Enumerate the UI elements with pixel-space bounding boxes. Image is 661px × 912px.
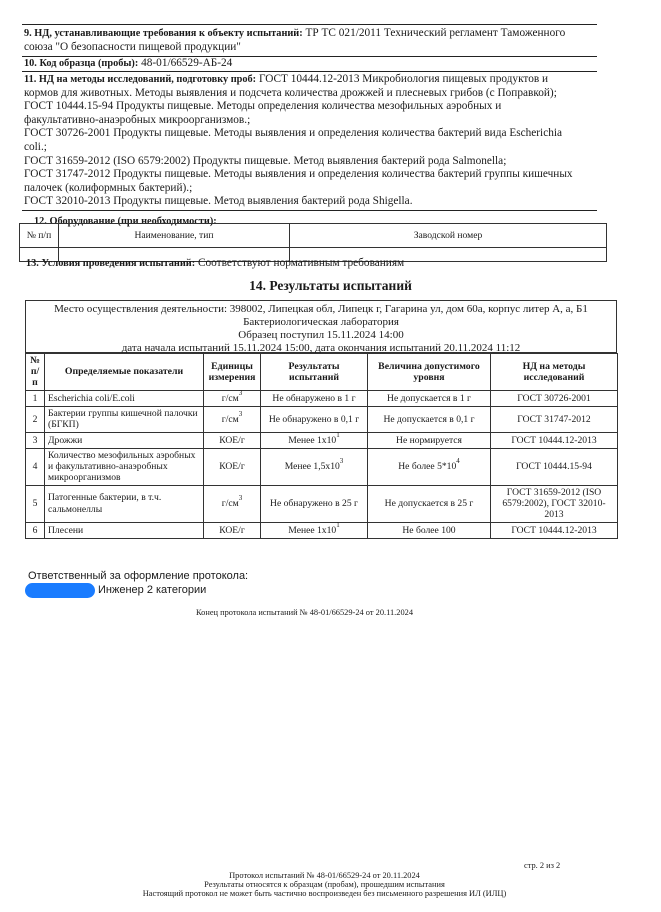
row-num: 6 [26, 522, 45, 538]
section-9-cont: союза "О безопасности пищевой продукции" [24, 41, 241, 53]
section-10 [24, 57, 232, 71]
row-indicator: Escherichia coli/E.coli [45, 390, 204, 406]
method-line: ГОСТ 10444.15-94 Продукты пищевые. Методы определения количества мезофильных аэробных и [24, 100, 502, 113]
test-place: Место осуществления деятельности: 398002, Липецкая обл, Липецк г, Гагарина ул, дом 60а, корпус литер А, а, Б1 [54, 303, 588, 315]
section-13-value: Соответствуют нормативным требованиям [195, 257, 405, 269]
table-row [26, 432, 618, 448]
responsible-label: Ответственный за оформление протокола: [28, 570, 249, 582]
row-num: 5 [26, 485, 45, 522]
table-row [26, 406, 618, 432]
section-13-label: 13. Условия проведения испытаний: [26, 258, 196, 269]
table-row [26, 522, 618, 538]
row-result: Менее $1,5x10^3$ [261, 448, 368, 485]
row-limit: Не допускается в 0,1 г [368, 406, 491, 432]
row-unit: КОЕ/г [204, 522, 261, 538]
row-method: ГОСТ 10444.12-2013 [491, 432, 618, 448]
row-result: Не обнаружено в 25 г [261, 485, 368, 522]
section-10-value: 48-01/66529-АБ-24 [138, 57, 233, 69]
row-result: Не обнаружено в 0,1 г [261, 406, 368, 432]
test-info-box [25, 300, 617, 353]
lab-name: Бактериологическая лаборатория [243, 316, 399, 328]
section-11 [24, 73, 573, 209]
test-dates: дата начала испытаний 15.11.2024 15:00, дата окончания испытаний 20.11.2024 11:12 [121, 342, 521, 354]
row-indicator: Дрожжи [45, 432, 204, 448]
header-num: № п/п [26, 354, 45, 391]
table-row [26, 390, 618, 406]
row-num: 1 [26, 390, 45, 406]
header-indicator: Определяемые показатели [45, 354, 204, 391]
equip-header-name: Наименование, тип [59, 224, 290, 248]
row-indicator: Плесени [45, 522, 204, 538]
sample-received: Образец поступил 15.11.2024 14:00 [238, 329, 404, 341]
row-result: Менее $1x10^1$ [261, 522, 368, 538]
row-unit: КОЕ/г [204, 448, 261, 485]
row-result: Не обнаружено в 1 г [261, 390, 368, 406]
header-limit: Величина допустимого уровня [368, 354, 491, 391]
row-indicator: Патогенные бактерии, в т.ч. сальмонеллы [45, 485, 204, 522]
results-title: 14. Результаты испытаний [249, 278, 412, 293]
row-method: ГОСТ 30726-2001 [491, 390, 618, 406]
responsible-position: Инженер 2 категории [98, 584, 207, 596]
method-line: кормов для животных. Методы выявления и подсчета количества дрожжей и плесневых грибов (с Поправкой); [24, 86, 557, 99]
divider [22, 71, 597, 72]
row-num: 2 [26, 406, 45, 432]
header-unit: Единицы измерения [204, 354, 261, 391]
table-row [26, 448, 618, 485]
section-12-title: 12. Оборудование (при необходимости): [34, 216, 217, 227]
row-limit: Не более $5*10^4$ [368, 448, 491, 485]
section-11-label: 11. НД на методы исследований, подготовку проб: [24, 74, 257, 85]
page-number: стр. 2 из 2 [524, 861, 561, 870]
method-line: факультативно-анаэробных микроорганизмов.; [24, 113, 251, 126]
protocol-end-note: Конец протокола испытаний № 48-01/66529-24 от 20.11.2024 [196, 608, 414, 617]
section-13 [26, 257, 404, 271]
results-table [25, 353, 618, 539]
row-limit: Не допускается в 25 г [368, 485, 491, 522]
method-line: ГОСТ 31659-2012 (ISO 6579:2002) Продукты пищевые. Метод выявления бактерий рода Salmonella; [24, 154, 507, 167]
equipment-header-row [20, 224, 607, 248]
row-limit: Не допускается в 1 г [368, 390, 491, 406]
header-result: Результаты испытаний [261, 354, 368, 391]
row-method: ГОСТ 10444.12-2013 [491, 522, 618, 538]
row-unit: $г/см^3$ [204, 406, 261, 432]
section-9-label: 9. НД, устанавливающие требования к объекту испытаний: [24, 28, 303, 39]
row-method: ГОСТ 31747-2012 [491, 406, 618, 432]
row-result: Менее $1x10^1$ [261, 432, 368, 448]
table-row [26, 485, 618, 522]
footer-results-note: Результаты относятся к образцам (пробам), прошедшим испытания [204, 880, 445, 889]
method-line: ГОСТ 32010-2013 Продукты пищевые. Метод выявления бактерий рода Shigella. [24, 195, 413, 208]
row-indicator: Бактерии группы кишечной палочки (БГКП) [45, 406, 204, 432]
row-unit: $г/см^3$ [204, 485, 261, 522]
row-num: 4 [26, 448, 45, 485]
method-line: ГОСТ 31747-2012 Продукты пищевые. Методы выявления и определения количества бактерий группы кишечных [24, 168, 573, 181]
section-9-value: ТР ТС 021/2011 Технический регламент Таможенного [302, 27, 566, 39]
divider [22, 24, 597, 25]
row-indicator: Количество мезофильных аэробных и факультативно-анаэробных микроорганизмов [45, 448, 204, 485]
row-method: ГОСТ 31659-2012 (ISO 6579:2002), ГОСТ 32010-2013 [491, 485, 618, 522]
footer-protocol: Протокол испытаний № 48-01/66529-24 от 20.11.2024 [229, 871, 420, 880]
row-unit: КОЕ/г [204, 432, 261, 448]
redacted-name [25, 583, 95, 598]
row-num: 3 [26, 432, 45, 448]
row-method: ГОСТ 10444.15-94 [491, 448, 618, 485]
row-limit: Не более 100 [368, 522, 491, 538]
method-line: палочек (колиформных бактерий).; [24, 181, 193, 194]
row-unit: $г/см^3$ [204, 390, 261, 406]
section-9 [24, 27, 565, 41]
equip-header-serial: Заводской номер [290, 224, 607, 248]
section-10-label: 10. Код образца (пробы): [24, 58, 139, 69]
header-method: НД на методы исследований [491, 354, 618, 391]
method-line: ГОСТ 30726-2001 Продукты пищевые. Методы выявления и определения количества бактерий вида Escherichia [24, 127, 563, 140]
method-line: coli.; [24, 140, 47, 153]
equip-header-num: № п/п [20, 224, 59, 248]
footer-reproduction-note: Настоящий протокол не может быть частично воспроизведен без письменного разрешения ИЛ (ИЛЦ) [142, 889, 507, 898]
row-limit: Не нормируется [368, 432, 491, 448]
method-line: ГОСТ 10444.12-2013 Микробиология пищевых продуктов и [256, 73, 549, 85]
results-header-row [26, 354, 618, 391]
